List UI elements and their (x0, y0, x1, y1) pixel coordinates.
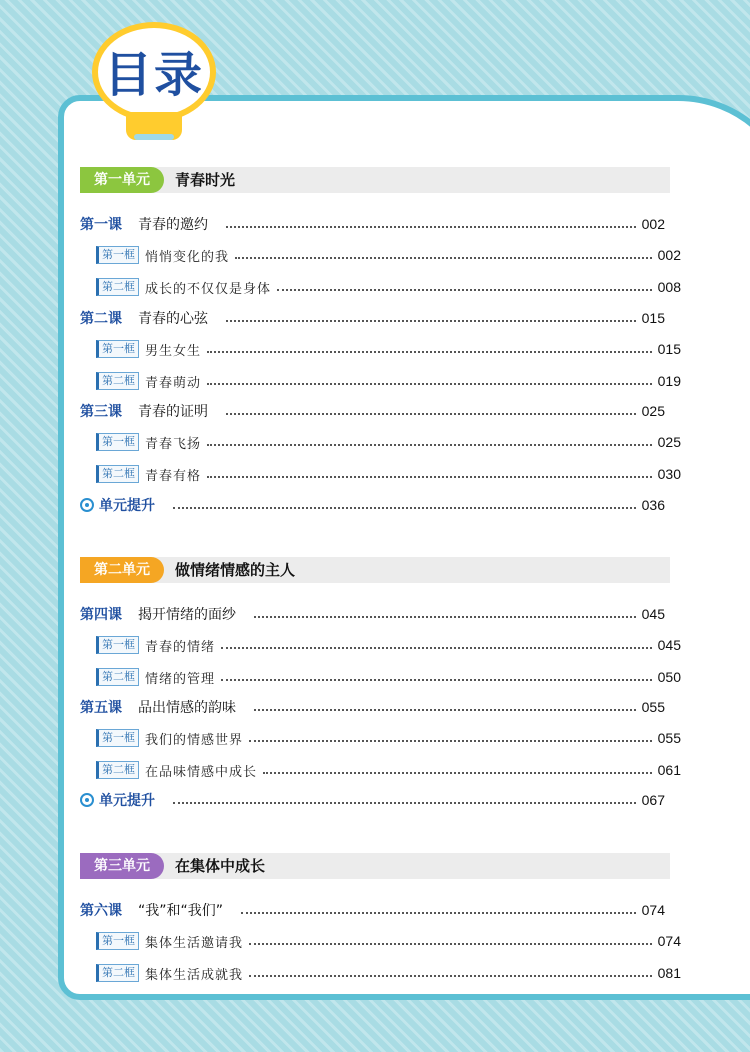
section-tag: 第一框 (96, 340, 139, 358)
page-number: 030 (657, 466, 681, 482)
review-title: 单元提升 (99, 793, 155, 809)
leader-dots (207, 476, 652, 478)
leader-dots (173, 802, 636, 804)
unit-title: 做情绪情感的主人 (175, 561, 296, 579)
lesson-number: 第二课 (80, 311, 122, 327)
section-title: 男生女生 (145, 343, 202, 359)
toc-section[interactable] (80, 244, 681, 266)
section-tag: 第二框 (96, 465, 139, 483)
page-number: 015 (641, 310, 665, 326)
section-title: 在品味情感中成长 (145, 764, 258, 780)
toc-section[interactable] (80, 338, 681, 360)
section-title: 集体生活成就我 (145, 967, 244, 983)
lesson-title: “我”和“我们” (138, 903, 224, 919)
unit-header-1 (80, 167, 670, 193)
lesson-number: 第六课 (80, 903, 122, 919)
section-title: 悄悄变化的我 (145, 249, 230, 265)
lesson-title: 青春的邀约 (138, 217, 208, 233)
toc-lesson-3[interactable] (80, 400, 665, 422)
toc-section[interactable] (80, 727, 681, 749)
lesson-number: 第四课 (80, 607, 122, 623)
toc-section[interactable] (80, 370, 681, 392)
toc-lesson-1[interactable] (80, 213, 665, 235)
section-tag: 第二框 (96, 372, 139, 390)
unit-title: 青春时光 (175, 171, 236, 189)
page-number: 036 (641, 497, 665, 513)
toc-section[interactable] (80, 666, 681, 688)
leader-dots (277, 289, 652, 291)
unit-title: 在集体中成长 (175, 857, 266, 875)
leader-dots (249, 975, 652, 977)
page-number: 045 (657, 637, 681, 653)
page-number: 025 (641, 403, 665, 419)
section-tag: 第一框 (96, 433, 139, 451)
lesson-title: 青春的证明 (138, 404, 208, 420)
unit-header-2 (80, 557, 670, 583)
page-number: 055 (641, 699, 665, 715)
leader-dots (226, 413, 636, 415)
leader-dots (221, 679, 652, 681)
lesson-title: 品出情感的韵味 (138, 700, 236, 716)
section-title: 青春飞扬 (145, 436, 202, 452)
section-tag: 第一框 (96, 932, 139, 950)
page-number: 050 (657, 669, 681, 685)
leader-dots (207, 351, 652, 353)
page-number: 002 (641, 216, 665, 232)
section-title: 成长的不仅仅是身体 (145, 281, 272, 297)
leader-dots (207, 444, 652, 446)
lesson-number: 第三课 (80, 404, 122, 420)
page-number: 067 (641, 792, 665, 808)
page-number: 015 (657, 341, 681, 357)
page-number: 025 (657, 434, 681, 450)
target-icon (80, 793, 94, 807)
toc-section[interactable] (80, 463, 681, 485)
section-title: 我们的情感世界 (145, 732, 244, 748)
review-title: 单元提升 (99, 498, 155, 514)
lesson-number: 第一课 (80, 217, 122, 233)
section-title: 青春的情绪 (145, 639, 216, 655)
toc-section[interactable] (80, 759, 681, 781)
section-tag: 第一框 (96, 729, 139, 747)
page-number: 045 (641, 606, 665, 622)
toc-section[interactable] (80, 431, 681, 453)
page-number: 074 (657, 933, 681, 949)
leader-dots (207, 383, 652, 385)
lightbulb-heading (92, 22, 216, 134)
section-title: 青春萌动 (145, 375, 202, 391)
section-tag: 第二框 (96, 278, 139, 296)
page-title: 目录 (103, 47, 204, 103)
unit-badge: 第一单元 (80, 167, 164, 193)
leader-dots (249, 943, 652, 945)
toc-lesson-5[interactable] (80, 696, 665, 718)
leader-dots (263, 772, 652, 774)
bulb-highlight (134, 134, 174, 140)
toc-lesson-4[interactable] (80, 603, 665, 625)
toc-section[interactable] (80, 930, 681, 952)
leader-dots (249, 740, 652, 742)
toc-section[interactable] (80, 962, 681, 984)
section-tag: 第一框 (96, 246, 139, 264)
leader-dots (226, 226, 636, 228)
unit-badge: 第三单元 (80, 853, 164, 879)
toc-section[interactable] (80, 276, 681, 298)
section-tag: 第二框 (96, 761, 139, 779)
leader-dots (221, 647, 652, 649)
toc-section[interactable] (80, 634, 681, 656)
page-number: 055 (657, 730, 681, 746)
leader-dots (173, 507, 636, 509)
target-icon (80, 498, 94, 512)
page-number: 008 (657, 279, 681, 295)
section-title: 青春有格 (145, 468, 202, 484)
section-tag: 第一框 (96, 636, 139, 654)
page-number: 061 (657, 762, 681, 778)
page-number: 019 (657, 373, 681, 389)
toc-unit-review-2[interactable] (80, 789, 665, 811)
leader-dots (241, 912, 636, 914)
unit-badge: 第二单元 (80, 557, 164, 583)
lesson-title: 揭开情绪的面纱 (138, 607, 236, 623)
leader-dots (226, 320, 636, 322)
page-number: 081 (657, 965, 681, 981)
section-tag: 第二框 (96, 668, 139, 686)
toc-unit-review-1[interactable] (80, 494, 665, 516)
lesson-number: 第五课 (80, 700, 122, 716)
section-tag: 第二框 (96, 964, 139, 982)
unit-header-3 (80, 853, 670, 879)
section-title: 集体生活邀请我 (145, 935, 244, 951)
leader-dots (235, 257, 652, 259)
lesson-title: 青春的心弦 (138, 311, 208, 327)
toc-lesson-6[interactable] (80, 899, 665, 921)
page-number: 002 (657, 247, 681, 263)
toc-lesson-2[interactable] (80, 307, 665, 329)
leader-dots (254, 616, 636, 618)
page-number: 074 (641, 902, 665, 918)
leader-dots (254, 709, 636, 711)
section-title: 情绪的管理 (145, 671, 216, 687)
